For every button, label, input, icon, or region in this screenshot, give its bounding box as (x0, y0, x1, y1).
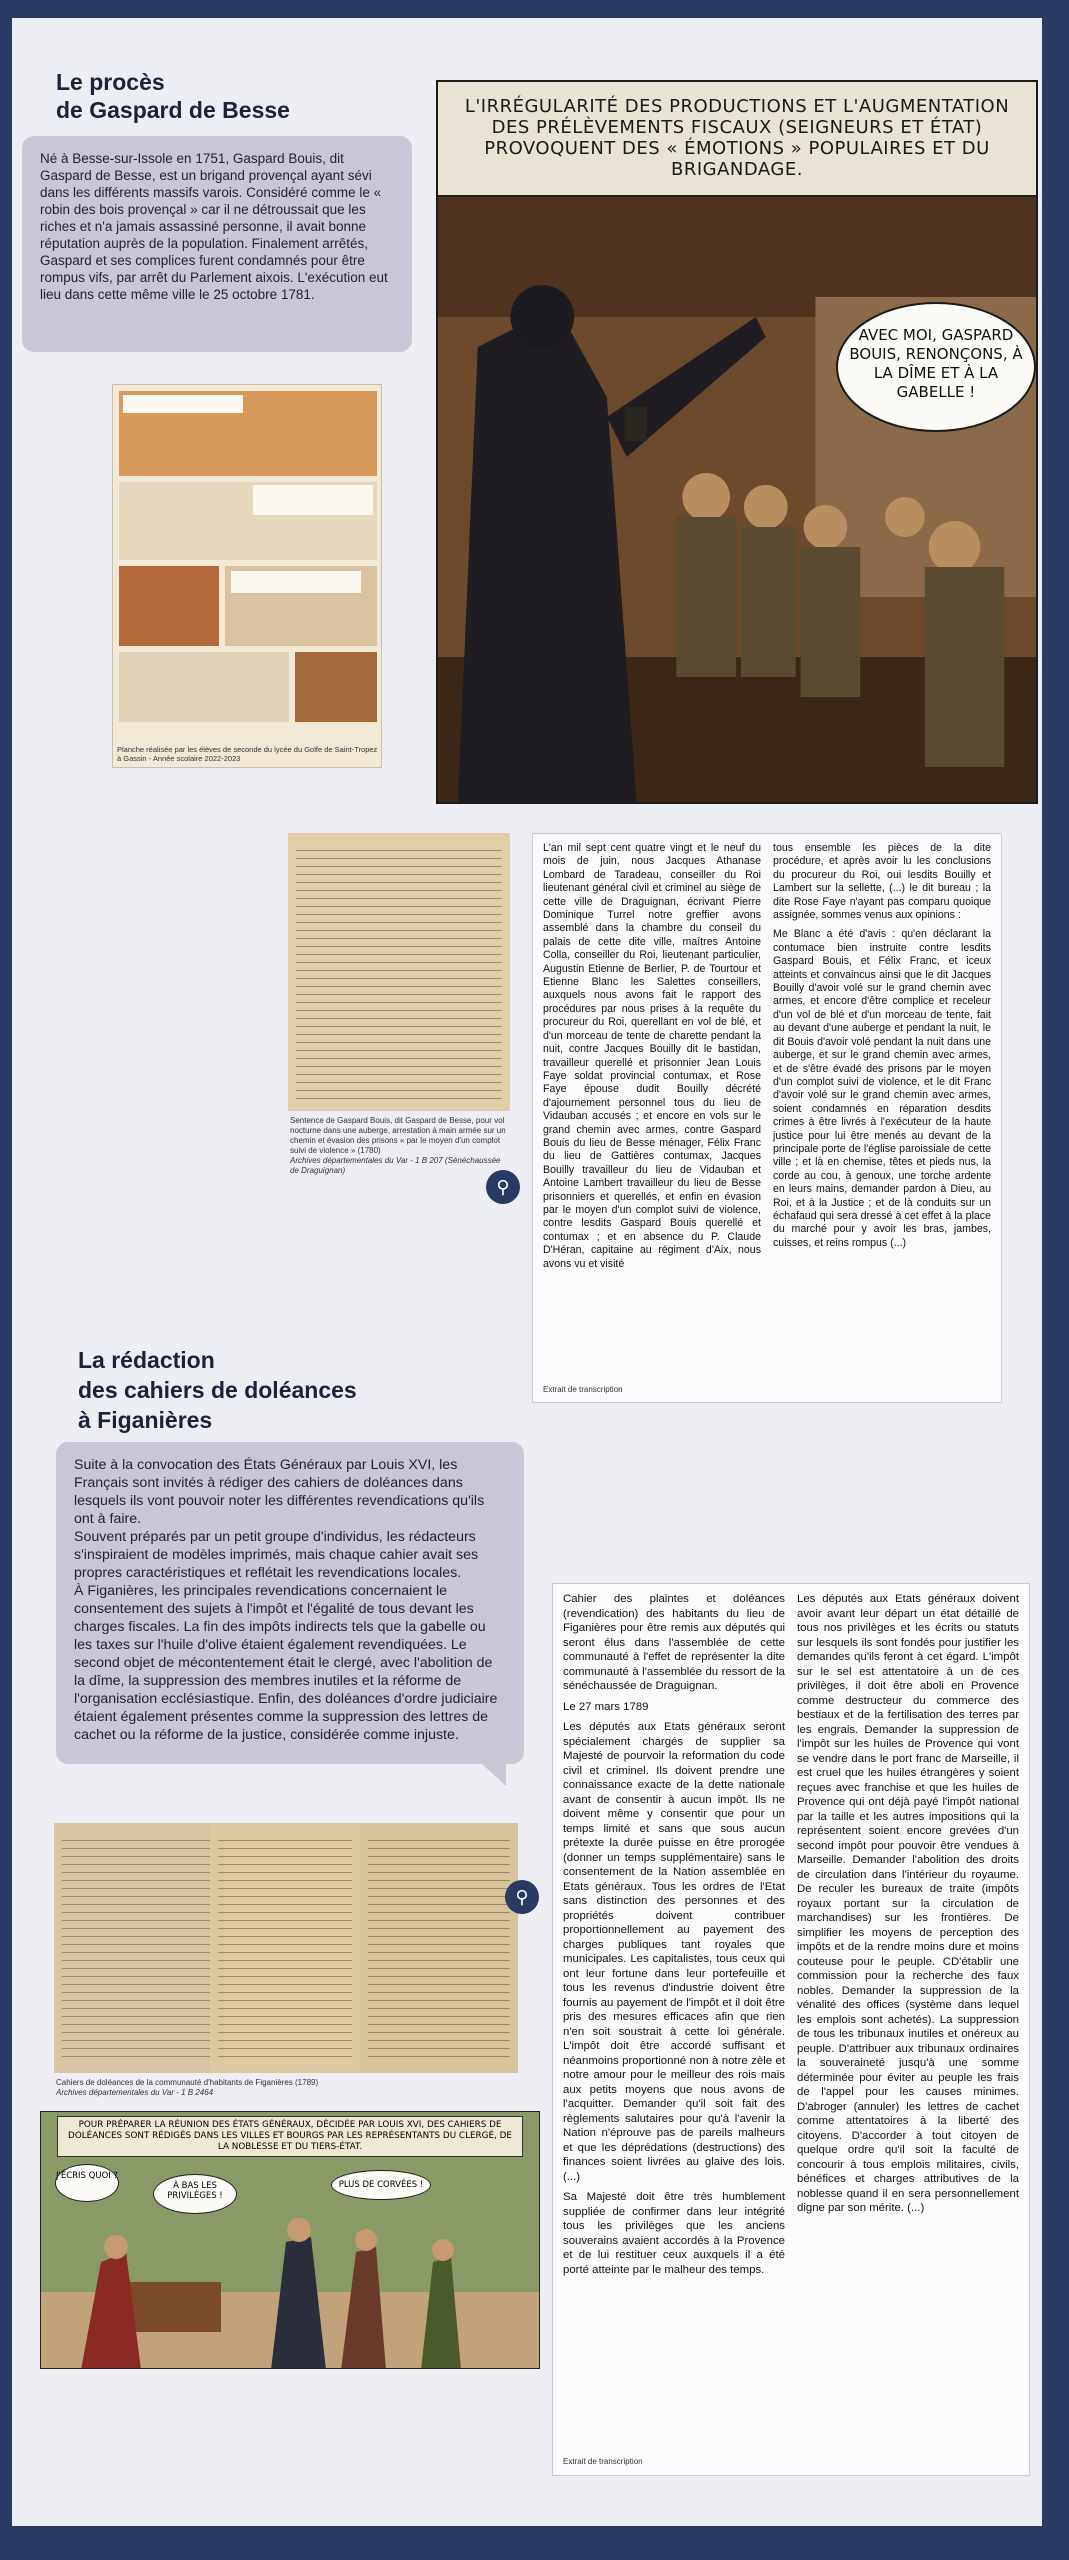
transcript-paragraph: Sa Majesté doit être très humblement suppliée de confirmer dans leur intégrité tous les privilèges que les anciens souverains avaient accordés à la Provence et de lui restituer ceux auxquels il a été porté atteinte par le malheur des temps. (563, 2191, 785, 2276)
transcript-label: Extrait de transcription (543, 1384, 623, 1394)
sentence-document-caption (290, 1116, 510, 1176)
sentence-document-photo (288, 833, 510, 1111)
transcript-paragraph: L'an mil sept cent quatre vingt et le neuf du mois de juin, nous Jacques Athanase Lombard de Taradeau, conseiller du Roi lieutenant général civil et criminel au siège de cette ville de Draguignan, écrivant Pierre Dominique Turrel notre greffier avons assemblé dans la chambre du conseil du palais de cette dite ville, maîtres Antoine Colla, conseiller du Roi, lieutenant particulier, Augustin Etienne de Berlier, P. de Tourtour et Etienne Blanc les Salettes conseillers, auxquels nous avons fait le rapport des procédures par nous prises à la requête du procureur du Roi, querellant en vol de blé, et d'un morceau de tente de charette pendant la nuit, contre Jacques Bouilly dit le bastidan, travailleur querellé et prisonnier Jean Louis Faye soldat provincial contumax, et Rose Faye épouse dudit Bouilly décrété d'ajournement personnel tous du lieu de Vidauban accusés ; et encore en vols sur le grand chemin avec armes, contre Gaspard Bouis du lieu de Besse ménager, Félix Franc du lieu de Gattières contumax, Jacques Bouilly travailleur du lieu de Vidauban et Antoine Lambert travailleur du lieu de Besse prisonniers et querellés, et enfin en évasion par le moyen d'un complot suivi de violence, contre lesdits Gaspard Bouis querellé et contumax ; et en absence du P. Claude D'Héran, capitaine au régiment d'Aix, nous avons vu et visité (543, 842, 761, 1270)
cahier-caption (56, 2078, 356, 2098)
section2-intro (56, 1442, 524, 1764)
caption-title: Sentence de Gaspard Bouis, dit Gaspard de Besse, pour vol nocturne dans une auberge, arrestation à main armée sur un chemin et évasion des prisons « par le moyen d'un complot suivi de violence » (1780) (290, 1116, 506, 1155)
speech-bubble: AVEC MOI, GASPARD BOUIS, RENONÇONS, À LA DÎME ET À LA GABELLE ! (836, 302, 1036, 432)
speech-bubble: PLUS DE CORVÉES ! (331, 2170, 431, 2200)
cahier-transcript (552, 1583, 1030, 2476)
intro-text: Suite à la convocation des États Généraux par Louis XVI, les Français sont invités à rédiger des cahiers de doléances dans lesquels ils vont pouvoir noter les différentes revendications qu'ils ont à faire. (74, 1457, 485, 1527)
magnifier-icon: ⚲ (486, 1170, 520, 1204)
magnifier-icon: ⚲ (505, 1880, 539, 1914)
transcript-paragraph: Me Blanc a été d'avis : qu'en déclarant la contumace bien instruite contre lesdits Gaspard Bouis, et Félix Franc, et iceux atteints et convaincus ainsi que le dit Jacques Bouilly d'avoir volé sur le grand chemin avec armes, et encore d'être complice et receleur d'un vol de blé et d'un morceau de tente, fait au devant d'une auberge et pendant la nuit, le dit Bouis d'avoir volé pendant la nuit dans une auberge, et sur le grand chemin avec armes, et de s'être évadé des prisons par le moyen d'un complot suivi de violence, et le dit Franc d'avoir volé sur le grand chemin avec armes, soient condamnés en réparation desdits crimes à être livrés à l'exécuteur de la haute justice pour lui être menés au devant de la principale porte de l'église paroissiale de cette ville ; et là en chemise, têtes et pieds nus, la corde au cou, à genoux, une torche ardente en leurs mains, demander pardon à Dieu, au Roi, et à la Justice ; et de là conduits sur un échafaud qui sera dressé à cet effet à la place du marché pour y avoir les bras, jambes, cuisses, et reins rompus (...) (773, 928, 991, 1249)
title-line: à Figanières (78, 1407, 213, 1433)
transcript-paragraph: Les députés aux Etats généraux doivent avoir avant leur départ un état détaillé de tous nos privilèges et les écrits ou statuts sur lesquels ils sont fondés pour justifier les demandes qu'ils feront à cet égard. L'impôt sur le sel est attentatoire à un de ces privilèges, il doit être aboli en Provence comme destructeur du commerce des bestiaux et de la fertilisation des terres par les engrais. Demander la suppression de l'impôt sur les huiles de Provence qui vont se vendre dans le port franc de Marseille, il est cruel que les huiles étrangères y soient reçues avec franchise et que les huiles de Provence qui ont déjà payé l'impôt national par la taille et les autres impositions qui la représentent soient encore grevées d'un second impôt pour pouvoir être vendues à Marseille. Demander l'abolition des droits de circulation dans l'intérieur du royaume. De reculer les bureaux de traite (impôts royaux portant sur la circulation de marchandises) sur les frontières. De simplifier les moyens de perception des impôts et de la rendre moins dure et moins couteuse pour le peuple. CD'établir une commission pour la recherche des faux nobles. Demander la suppression de la vénalité des offices (système dans lequel les emplois sont achetés). La suppression de tous les tribunaux inutiles et onéreux au peuple. D'attribuer aux tribunaux ordinaires la souveraineté jusqu'à une somme déterminée pour éviter au peuple les frais de l'appel pour les causes minimes. D'abroger (annuler) les lettres de cachet comme attentatoires à la liberté des citoyens. D'accorder à tout citoyen de quelque ordre qu'il soit la faculté de concourir à tous emplois militaires, civils, bénéfices et charges attributives de la noblesse quand il en sera personnellement digne par son mérite. (...) (797, 1593, 1019, 2214)
title-line: des cahiers de doléances (78, 1377, 357, 1403)
section1-title (56, 68, 396, 124)
handwriting-lines (296, 843, 502, 1101)
comic-panel-doleances (40, 2111, 540, 2369)
comic-caption: POUR PRÉPARER LA RÉUNION DES ÉTATS GÉNÉRAUX, DÉCIDÉE PAR LOUIS XVI, DES CAHIERS DE DOLÉANCES SONT RÉDIGÉS DANS LES VILLES ET BOURGS PAR LES REPRÉSENTANTS DU CLERGÉ, DE LA NOBLESSE ET DU TIERS-ÉTAT. (57, 2116, 523, 2157)
transcript-column (563, 1592, 785, 2283)
comic-plate-illustration (113, 385, 382, 725)
transcript-label: Extrait de transcription (563, 2456, 643, 2466)
title-line: Le procès (56, 69, 165, 95)
title-line: La rédaction (78, 1347, 215, 1373)
transcript-columns (563, 1592, 1019, 2283)
comic-caption: L'IRRÉGULARITÉ DES PRODUCTIONS ET L'AUGMENTATION DES PRÉLÈVEMENTS FISCAUX (SEIGNEURS ET ÉTAT) PROVOQUENT DES « ÉMOTIONS » POPULAIRES ET DU BRIGANDAGE. (438, 82, 1036, 197)
intro-text: À Figanières, les principales revendications concernaient le consentement des sujets à l'impôt et l'égalité de tous devant les charges fiscales. La fin des impôts indirects tels que la gabelle ou les taxes sur l'huile d'olive étaient également revendiquées. Le second objet de mécontentement était le clergé, avec l'abolition de la dîme, la suppression des membres inutiles et la réforme de l'organisation ecclésiastique. Enfin, des doléances d'ordre judiciaire étaient également présentes comme la suppression des lettres de cachet ou la réforme de la justice, considérée comme injuste. (74, 1583, 498, 1743)
comic-panel-main (436, 80, 1038, 804)
transcript-column (543, 842, 761, 1277)
speech-bubble: J'ÉCRIS QUOI ? (55, 2164, 119, 2202)
handwriting-lines (368, 1833, 510, 2063)
caption-source: Archives départementales du Var - 1 B 207 (Sénéchaussée de Draguignan) (290, 1156, 501, 1175)
transcript-paragraph: tous ensemble les pièces de la dite procédure, et après avoir lu les conclusions du procureur du Roi, oui lesdits Bouilly et Lambert sur la sellette, (...) le dit bureau ; la dite Rose Faye n'ayant pas comparu quoique assignée, sommes venus aux opinions : (773, 842, 991, 922)
transcript-paragraph: Les députés aux Etats généraux seront spécialement chargés de supplier sa Majesté de pourvoir la reformation du code civil et criminel. Ils doivent prendre une connaissance exacte de la dette nationale avant de consentir à aucun impôt. Ils ne doivent même y consentir que pour un temps limité et sans que sous aucun prétexte la durée puisse en être prorogée (donner un temps supplémentaire) sans le consentement de la Nation assemblée en Etats généraux. Tous les ordres de l'Etat sans distinction des personnes et des propriétés doivent contribuer proportionnellement au payement des charges publiques tant royales que municipales. Les capitalistes, tous ceux qui ont leur fortune dans leur portefeuille et tous les revenus d'industrie doivent être fournis au payement de l'impôt et il doit être pris des mesures efficaces afin que rien n'en soit soustrait à cette loi générale. L'impôt doit être accordé suffisant et néanmoins proportionné non à notre zèle et notre amour pour le meilleur des rois mais aux petits moyens que nous avons de l'acquitter. Demander qu'il soit fait des règlements salutaires pour qu'à l'avenir la Nation n'éprouve pas de pareils malheurs et que les déprédations (destructions) des finances soient livrées au glaive des lois. (...) (563, 1721, 785, 2183)
transcript-paragraph: Cahier des plaintes et doléances (revendication) des habitants du lieu de Figanières pour être remis aux députés qui seront élus dans l'assemblée de cette communauté à l'effet de représenter la dite communauté à l'assemblée du ressort de la sénéchaussée de Draguignan. (563, 1593, 785, 1692)
handwriting-lines (218, 1833, 352, 2063)
comic-scene-illustration (438, 197, 1036, 804)
cahier-page-photo (210, 1823, 360, 2073)
top-border (620, 0, 1069, 18)
student-comic-plate (112, 384, 382, 768)
section2-title (78, 1345, 478, 1435)
caption-title: Cahiers de doléances de la communauté d'habitants de Figanières (1789) (56, 2078, 319, 2087)
caption-source: Archives départementales du Var - 1 B 2464 (56, 2088, 214, 2097)
transcript-column (773, 842, 991, 1277)
speech-bubble: À BAS LES PRIVILÈGES ! (153, 2174, 237, 2214)
sentence-transcript (532, 833, 1002, 1403)
section1-intro (22, 136, 412, 352)
plate-caption: Planche réalisée par les élèves de seconde du lycée du Golfe de Saint-Tropez à Gassin - Année scolaire 2022-2023 (117, 745, 378, 763)
transcript-date: Le 27 mars 1789 (563, 1700, 649, 1713)
transcript-column (797, 1592, 1019, 2283)
title-line: de Gaspard de Besse (56, 97, 290, 123)
intro-text: Souvent préparés par un petit groupe d'individus, les rédacteurs s'inspiraient de modèles imprimés, mais chaque cahier avait ses propres caractéristiques et reflétait les revendications locales. (74, 1529, 479, 1581)
cahier-page-photo (360, 1823, 518, 2073)
intro-text: Né à Besse-sur-Issole en 1751, Gaspard Bouis, dit Gaspard de Besse, est un brigand provençal ayant sévi dans les différents massifs varois. Considéré comme le « robin des bois provençal » car il ne détroussait que les riches et n'a jamais assassiné personne, il avait bonne réputation auprès de la population. Finalement arrêtés, Gaspard et ses complices furent condamnés pour être rompus vifs, par arrêt du Parlement aixois. L'exécution eut lieu dans cette même ville le 25 octobre 1781. (40, 151, 388, 302)
transcript-columns (543, 842, 991, 1277)
